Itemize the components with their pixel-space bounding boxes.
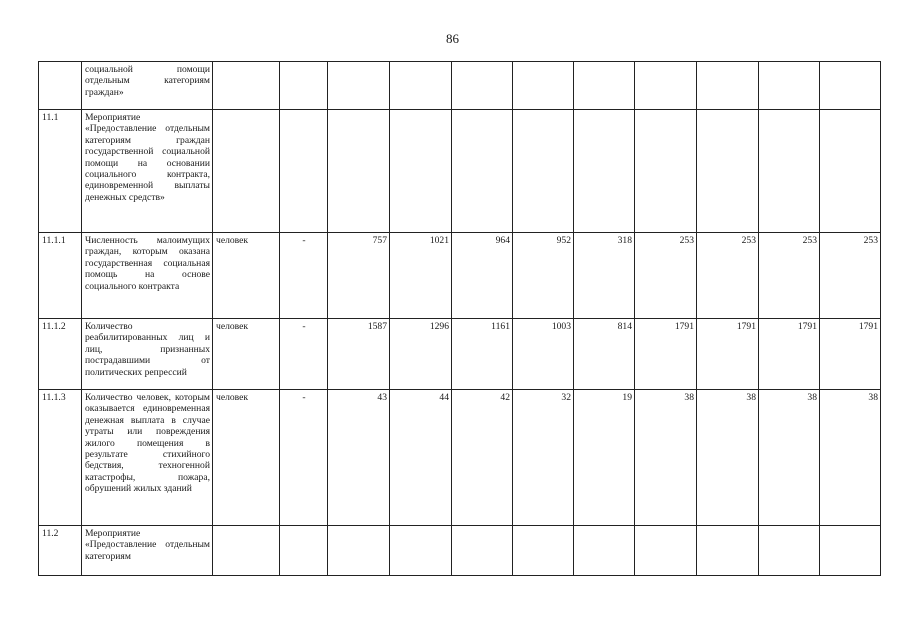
row-name: Мероприятие «Предоставление отдельным категориям	[82, 526, 213, 576]
table-row	[39, 62, 881, 110]
value-cell: 1791	[759, 319, 820, 390]
value-cell: 32	[513, 390, 574, 526]
value-cell: 44	[390, 390, 452, 526]
value-cell: 253	[820, 233, 881, 319]
row-name: Количество человек, которым оказывается единовременная денежная выплата в случае утраты или повреждения жилого помещения в результате стихийного бедствия, техногенной катастрофы, пожара, обрушений жилых зданий	[82, 390, 213, 526]
value-cell: 1296	[390, 319, 452, 390]
value-cell	[513, 526, 574, 576]
value-cell	[328, 62, 390, 110]
value-cell	[574, 110, 635, 233]
value-cell: 1791	[820, 319, 881, 390]
value-cell	[820, 110, 881, 233]
row-unit: человек	[213, 319, 280, 390]
row-unit	[213, 62, 280, 110]
value-cell	[452, 526, 513, 576]
row-code: 11.1.2	[39, 319, 82, 390]
value-cell	[759, 62, 820, 110]
row-code: 11.1	[39, 110, 82, 233]
value-cell	[697, 62, 759, 110]
row-unit	[213, 110, 280, 233]
value-cell: 1791	[635, 319, 697, 390]
value-cell	[697, 110, 759, 233]
value-cell: 318	[574, 233, 635, 319]
row-unit: человек	[213, 233, 280, 319]
value-cell: 38	[759, 390, 820, 526]
row-base: -	[280, 319, 328, 390]
row-base: -	[280, 390, 328, 526]
row-unit	[213, 526, 280, 576]
table-row	[39, 526, 881, 576]
row-unit: человек	[213, 390, 280, 526]
row-code: 11.1.1	[39, 233, 82, 319]
value-cell: 19	[574, 390, 635, 526]
value-cell: 253	[635, 233, 697, 319]
table-row	[39, 319, 881, 390]
value-cell	[328, 526, 390, 576]
value-cell	[635, 62, 697, 110]
page-number: 86	[446, 31, 459, 46]
value-cell	[328, 110, 390, 233]
table-row	[39, 233, 881, 319]
row-base	[280, 110, 328, 233]
value-cell: 38	[820, 390, 881, 526]
row-code: 11.1.3	[39, 390, 82, 526]
value-cell	[574, 62, 635, 110]
value-cell: 757	[328, 233, 390, 319]
row-base: -	[280, 233, 328, 319]
value-cell	[390, 62, 452, 110]
table-row	[39, 110, 881, 233]
value-cell	[452, 110, 513, 233]
value-cell	[820, 62, 881, 110]
row-name: Мероприятие «Предоставление отдельным категориям граждан государственной социальной помощи на основании социального контракта, единовременной выплаты денежных средств»	[82, 110, 213, 233]
value-cell	[574, 526, 635, 576]
value-cell: 42	[452, 390, 513, 526]
value-cell	[513, 62, 574, 110]
value-cell: 253	[697, 233, 759, 319]
value-cell	[635, 526, 697, 576]
value-cell	[390, 110, 452, 233]
row-base	[280, 62, 328, 110]
value-cell	[390, 526, 452, 576]
value-cell: 38	[635, 390, 697, 526]
value-cell: 1791	[697, 319, 759, 390]
value-cell: 1021	[390, 233, 452, 319]
indicators-table	[38, 61, 881, 576]
row-name: социальной помощи отдельным категориям граждан»	[82, 62, 213, 110]
value-cell	[697, 526, 759, 576]
row-name: Количество реабилитированных лиц и лиц, признанных пострадавшими от политических репрессий	[82, 319, 213, 390]
value-cell	[759, 526, 820, 576]
value-cell: 253	[759, 233, 820, 319]
value-cell: 1003	[513, 319, 574, 390]
value-cell	[820, 526, 881, 576]
table-row	[39, 390, 881, 526]
value-cell: 1587	[328, 319, 390, 390]
row-name: Численность малоимущих граждан, которым оказана государственная социальная помощь на основе социального контракта	[82, 233, 213, 319]
row-code	[39, 62, 82, 110]
row-base	[280, 526, 328, 576]
value-cell: 814	[574, 319, 635, 390]
value-cell	[759, 110, 820, 233]
value-cell: 952	[513, 233, 574, 319]
value-cell: 964	[452, 233, 513, 319]
value-cell	[452, 62, 513, 110]
value-cell: 43	[328, 390, 390, 526]
value-cell: 1161	[452, 319, 513, 390]
value-cell	[513, 110, 574, 233]
value-cell: 38	[697, 390, 759, 526]
value-cell	[635, 110, 697, 233]
row-code: 11.2	[39, 526, 82, 576]
